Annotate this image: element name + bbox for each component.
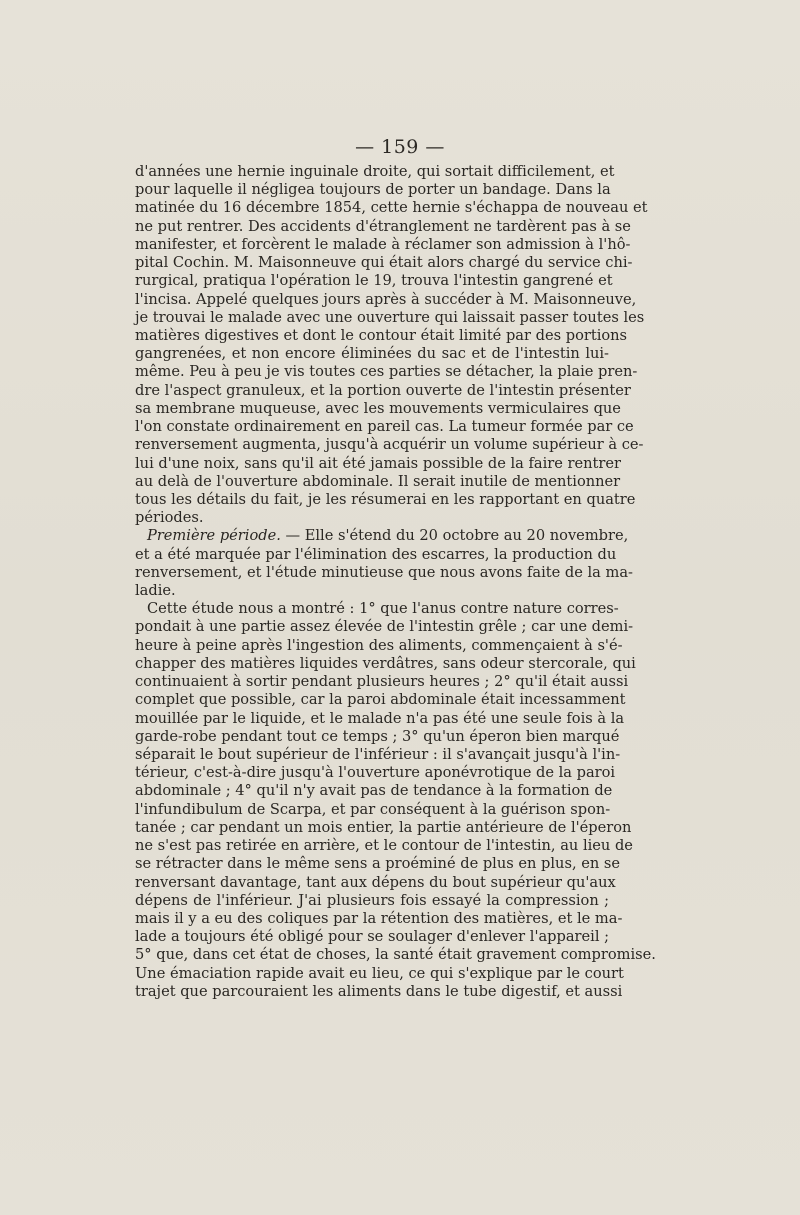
text-line: matières digestives et dont le contour était limité par des portions: [135, 326, 628, 344]
text-line: abdominale ; 4° qu'il n'y avait pas de tendance à la formation de: [135, 782, 613, 800]
text-line: continuaient à sortir pendant plusieurs heures ; 2° qu'il était aussi: [135, 673, 629, 691]
text-line: et a été marquée par l'élimination des escarres, la production du: [135, 545, 617, 563]
text-line: dre l'aspect granuleux, et la portion ouverte de l'intestin présenter: [135, 381, 631, 399]
text-line: Une émaciation rapide avait eu lieu, ce qui s'explique par le court: [135, 964, 624, 982]
text-line: ladie.: [135, 582, 176, 600]
text-line: 5° que, dans cet état de choses, la santé était gravement compromise.: [135, 946, 656, 964]
text-line: périodes.: [135, 509, 204, 527]
text-line: d'années une hernie inguinale droite, qui sortait difficilement, et: [135, 163, 615, 180]
text-line: rurgical, pratiqua l'opération le 19, trouva l'intestin gangrené et: [135, 272, 613, 290]
period-paragraph-first-line: [135, 527, 629, 545]
text-line: au delà de l'ouverture abdominale. Il serait inutile de mentionner: [135, 472, 621, 490]
text-line: Cette étude nous a montré : 1° que l'anus contre nature corres-: [147, 600, 619, 618]
text-line: dépens de l'inférieur. J'ai plusieurs fois essayé la compression ;: [135, 891, 609, 909]
text-line: mais il y a eu des coliques par la rétention des matières, et le ma-: [135, 909, 623, 927]
text-line: sa membrane muqueuse, avec les mouvements vermiculaires que: [135, 399, 621, 417]
text-line: complet que possible, car la paroi abdominale était incessamment: [135, 691, 626, 709]
text-line: renversant davantage, tant aux dépens du bout supérieur qu'aux: [135, 873, 616, 891]
text-line: mouillée par le liquide, et le malade n'a pas été une seule fois à la: [135, 709, 625, 727]
text-line: tous les détails du fait, je les résumerai en les rapportant en quatre: [135, 490, 636, 508]
text-line: pour laquelle il négligea toujours de porter un bandage. Dans la: [135, 181, 611, 199]
text-line: pital Cochin. M. Maisonneuve qui était alors chargé du service chi-: [135, 254, 633, 272]
text-line: l'incisa. Appelé quelques jours après à succéder à M. Maisonneuve,: [135, 290, 637, 308]
text-line: heure à peine après l'ingestion des aliments, commençaient à s'é-: [135, 636, 623, 654]
text-line: l'on constate ordinairement en pareil cas. La tumeur formée par ce: [135, 418, 634, 436]
text-line: chapper des matières liquides verdâtres, sans odeur stercorale, qui: [135, 654, 636, 672]
text-line: pondait à une partie assez élevée de l'intestin grêle ; car une demi-: [135, 618, 634, 636]
text-line: garde-robe pendant tout ce temps ; 3° qu'un éperon bien marqué: [135, 727, 620, 745]
text-line: même. Peu à peu je vis toutes ces parties se détacher, la plaie pren-: [135, 363, 638, 381]
text-line: renversement augmenta, jusqu'à acquérir un volume supérieur à ce-: [135, 436, 644, 454]
text-line: térieur, c'est-à-dire jusqu'à l'ouverture aponévrotique de la paroi: [135, 764, 616, 782]
body-text: [135, 163, 656, 1001]
text-line: je trouvai le malade avec une ouverture qui laissait passer toutes les: [135, 308, 645, 326]
text-line: lade a toujours été obligé pour se soulager d'enlever l'appareil ;: [135, 928, 610, 946]
period-heading: Première période.: [147, 527, 281, 545]
text-line: trajet que parcouraient les aliments dans le tube digestif, et aussi: [135, 982, 623, 1000]
text-line: séparait le bout supérieur de l'inférieur : il s'avançait jusqu'à l'in-: [135, 746, 621, 763]
text-line: gangrenées, et non encore éliminées du sac et de l'intestin lui-: [135, 345, 609, 363]
text-line: se rétracter dans le même sens a proéminé de plus en plus, en se: [135, 855, 621, 873]
text-line: l'infundibulum de Scarpa, et par conséquent à la guérison spon-: [135, 800, 611, 818]
text-line: tanée ; car pendant un mois entier, la partie antérieure de l'éperon: [135, 818, 632, 836]
page-number: — 159 —: [355, 136, 445, 158]
text-line: ne put rentrer. Des accidents d'étranglement ne tardèrent pas à se: [135, 217, 631, 235]
period-heading-continuation: — Elle s'étend du 20 octobre au 20 novembre,: [280, 527, 629, 545]
text-line: ne s'est pas retirée en arrière, et le contour de l'intestin, au lieu de: [135, 837, 633, 855]
text-line: lui d'une noix, sans qu'il ait été jamais possible de la faire rentrer: [135, 454, 621, 472]
text-line: renversement, et l'étude minutieuse que nous avons faite de la ma-: [135, 563, 633, 581]
text-line: manifester, et forcèrent le malade à réclamer son admission à l'hô-: [135, 235, 631, 253]
text-line: matinée du 16 décembre 1854, cette hernie s'échappa de nouveau et: [135, 199, 648, 217]
